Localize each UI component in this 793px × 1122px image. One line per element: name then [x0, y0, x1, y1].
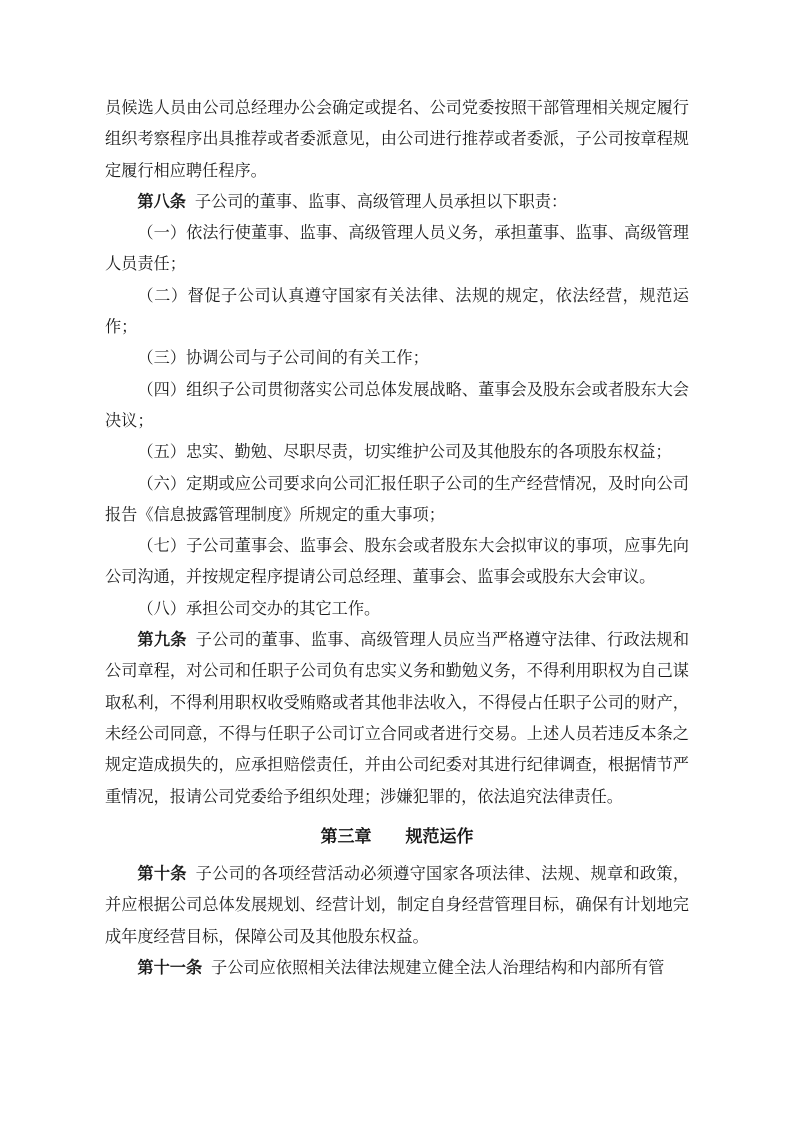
article-10-paragraph: [105, 859, 689, 953]
list-item-2: （二）督促子公司认真遵守国家有关法律、法规的规定，依法经营，规范运作；: [105, 286, 689, 337]
list-item-7: （七）子公司董事会、监事会、股东会或者股东大会拟审议的事项，应事先向公司沟通，并按规定程序提请公司总经理、董事会、监事会或股东大会审议。: [105, 537, 689, 587]
list-item-4: （四）组织子公司贯彻落实公司总体发展战略、董事会及股东会或者股东大会决议；: [105, 380, 689, 430]
article-8-number: 第八条: [137, 192, 186, 211]
paragraph-continuation: 员候选人员由公司总经理办公会确定或提名、公司党委按照干部管理相关规定履行组织考察程序出具推荐或者委派意见，由公司进行推荐或者委派，子公司按章程规定履行相应聘任程序。: [105, 99, 689, 180]
list-item-6: （六）定期或应公司要求向公司汇报任职子公司的生产经营情况，及时向公司报告《信息披露管理制度》所规定的重大事项；: [105, 474, 689, 524]
article-10-text: 子公司的各项经营活动必须遵守国家各项法律、法规、规章和政策，并应根据公司总体发展规划、经营计划，制定自身经营管理目标，确保有计划地完成年度经营目标，保障公司及其他股东权益。: [105, 865, 690, 946]
article-8-text: 子公司的董事、监事、高级管理人员承担以下职责：: [194, 192, 568, 211]
article-8-paragraph: [105, 187, 689, 218]
article-11-number: 第十一条: [137, 959, 203, 978]
article-11-text: 子公司应依照相关法律法规建立健全法人治理结构和内部所有管: [211, 959, 665, 978]
chapter-3-heading: 第三章 规范运作: [320, 826, 474, 846]
list-item-8: （八）承担公司交办的其它工作。: [137, 599, 381, 618]
article-10-number: 第十条: [137, 865, 187, 884]
article-11-paragraph: [105, 953, 689, 984]
article-9-text: 子公司的董事、监事、高级管理人员应当严格遵守法律、行政法规和公司章程，对公司和任职子公司负有忠实义务和勤勉义务，不得利用职权为自己谋取私利，不得利用职权收受贿赂或者其他非法收入，不得侵占任职子公司的财产，未经公司同意，不得与任职子公司订立合同或者进行交易。上述人员若违反本条之规定造成损失的，应承担赔偿责任，并由公司纪委对其进行纪律调查，根据情节严重情况，报请公司党委给予组织处理；涉嫌犯罪的，依法追究法律责任。: [105, 631, 690, 806]
document-body: [105, 93, 689, 984]
list-item-1: （一）依法行使董事、监事、高级管理人员义务，承担董事、监事、高级管理人员责任；: [105, 224, 689, 274]
article-9-paragraph: [105, 625, 689, 813]
list-item-3: （三）协调公司与子公司间的有关工作；: [137, 349, 429, 368]
article-9-number: 第九条: [137, 631, 187, 650]
list-item-5: （五）忠实、勤勉、尽职尽责，切实维护公司及其他股东的各项股东权益；: [137, 443, 672, 462]
